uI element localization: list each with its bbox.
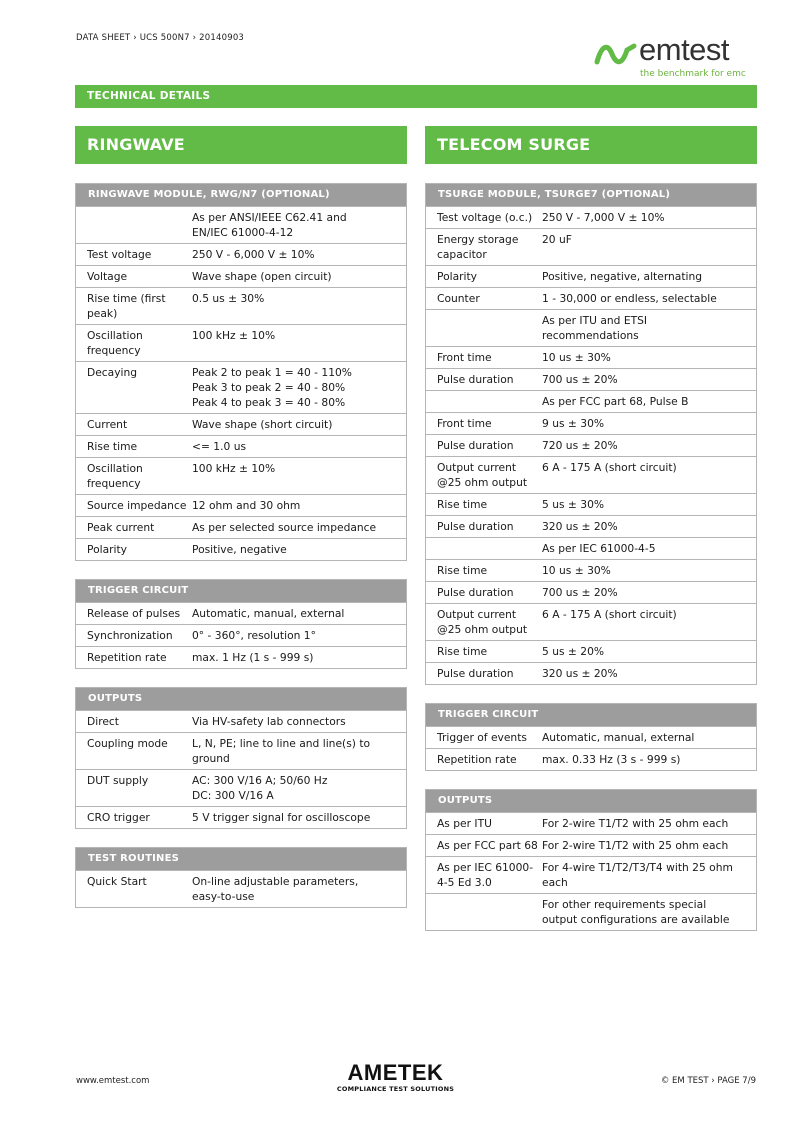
spec-label: Quick Start bbox=[87, 875, 147, 888]
spec-value: 250 V - 7,000 V ± 10% bbox=[542, 211, 665, 224]
website-link[interactable]: www.emtest.com bbox=[76, 1076, 150, 1086]
spec-value: For 2-wire T1/T2 with 25 ohm each bbox=[542, 817, 729, 830]
spec-label: Release of pulses bbox=[87, 607, 181, 620]
spec-table-header: TRIGGER CIRCUIT bbox=[76, 580, 406, 602]
spec-value: 9 us ± 30% bbox=[542, 417, 605, 430]
spec-value: 1 - 30,000 or endless, selectable bbox=[542, 292, 717, 305]
spec-label: Test voltage bbox=[87, 248, 152, 261]
spec-value: As per ANSI/IEEE C62.41 and EN/IEC 61000-4-12 bbox=[192, 211, 347, 239]
spec-label: Peak current bbox=[87, 521, 155, 534]
table-row bbox=[426, 493, 756, 515]
spec-label: Front time bbox=[437, 417, 492, 430]
spec-label: Rise time bbox=[437, 564, 488, 577]
spec-value: Via HV-safety lab connectors bbox=[192, 715, 346, 728]
spec-value: 20 uF bbox=[542, 233, 572, 246]
spec-label: Coupling mode bbox=[87, 737, 168, 750]
spec-label: Rise time (first peak) bbox=[87, 292, 166, 320]
emtest-wave-icon bbox=[594, 40, 638, 68]
spec-value: 100 kHz ± 10% bbox=[192, 462, 276, 475]
spec-label: Repetition rate bbox=[87, 651, 167, 664]
spec-label: Pulse duration bbox=[437, 373, 514, 386]
table-row bbox=[76, 870, 406, 907]
spec-label: Pulse duration bbox=[437, 520, 514, 533]
spec-label bbox=[76, 207, 192, 243]
table-row bbox=[76, 413, 406, 435]
page-number: © EM TEST › PAGE 7/9 bbox=[660, 1076, 756, 1086]
spec-table-header: OUTPUTS bbox=[426, 790, 756, 812]
telecom-surge-column bbox=[425, 126, 757, 949]
table-row bbox=[426, 537, 756, 559]
spec-label: Output current @25 ohm output bbox=[437, 461, 528, 489]
table-row bbox=[426, 834, 756, 856]
table-row bbox=[426, 812, 756, 834]
spec-label: Rise time bbox=[87, 440, 138, 453]
spec-value: 700 us ± 20% bbox=[542, 586, 618, 599]
spec-value: max. 0.33 Hz (3 s - 999 s) bbox=[542, 753, 681, 766]
spec-value: 320 us ± 20% bbox=[542, 520, 618, 533]
spec-label: Pulse duration bbox=[437, 586, 514, 599]
spec-label: As per IEC 61000-4-5 Ed 3.0 bbox=[437, 861, 534, 889]
spec-value: 250 V - 6,000 V ± 10% bbox=[192, 248, 315, 261]
spec-label: Front time bbox=[437, 351, 492, 364]
spec-label: DUT supply bbox=[87, 774, 149, 787]
table-row bbox=[76, 435, 406, 457]
table-row bbox=[426, 603, 756, 640]
table-row bbox=[426, 893, 756, 930]
table-row bbox=[426, 287, 756, 309]
spec-value: 10 us ± 30% bbox=[542, 564, 611, 577]
spec-table-header: TEST ROUTINES bbox=[76, 848, 406, 870]
table-container bbox=[425, 183, 757, 931]
spec-value: Wave shape (open circuit) bbox=[192, 270, 332, 283]
spec-label: Trigger of events bbox=[437, 731, 527, 744]
spec-value: Automatic, manual, external bbox=[542, 731, 695, 744]
table-row bbox=[426, 206, 756, 228]
spec-value: 6 A - 175 A (short circuit) bbox=[542, 461, 677, 474]
table-row bbox=[426, 265, 756, 287]
table-row bbox=[76, 602, 406, 624]
spec-value: 10 us ± 30% bbox=[542, 351, 611, 364]
spec-label: Output current @25 ohm output bbox=[437, 608, 528, 636]
spec-table-header: TRIGGER CIRCUIT bbox=[426, 704, 756, 726]
table-row bbox=[426, 662, 756, 684]
spec-value: L, N, PE; line to line and line(s) to ground bbox=[192, 737, 371, 765]
spec-table bbox=[425, 703, 757, 771]
emtest-logo bbox=[594, 32, 756, 82]
spec-label: Oscillation frequency bbox=[87, 462, 143, 490]
column-title: RINGWAVE bbox=[75, 126, 407, 164]
spec-value: Positive, negative, alternating bbox=[542, 270, 703, 283]
spec-value: For 4-wire T1/T2/T3/T4 with 25 ohm each bbox=[542, 861, 733, 889]
spec-value: 5 us ± 30% bbox=[542, 498, 605, 511]
table-row bbox=[76, 646, 406, 668]
table-row bbox=[76, 806, 406, 828]
spec-label: Repetition rate bbox=[437, 753, 517, 766]
table-row bbox=[426, 434, 756, 456]
table-row bbox=[76, 265, 406, 287]
spec-value: Automatic, manual, external bbox=[192, 607, 345, 620]
table-row bbox=[426, 726, 756, 748]
spec-value: As per IEC 61000-4-5 bbox=[542, 542, 656, 555]
spec-table bbox=[425, 183, 757, 685]
spec-value: For 2-wire T1/T2 with 25 ohm each bbox=[542, 839, 729, 852]
logo-wordmark: emtest bbox=[639, 32, 730, 67]
table-row bbox=[426, 346, 756, 368]
spec-label: Pulse duration bbox=[437, 439, 514, 452]
spec-label: Rise time bbox=[437, 645, 488, 658]
spec-label bbox=[426, 894, 542, 930]
ringwave-column bbox=[75, 126, 407, 926]
spec-label: As per ITU bbox=[437, 817, 492, 830]
table-row bbox=[76, 457, 406, 494]
table-row bbox=[76, 287, 406, 324]
spec-label: Test voltage (o.c.) bbox=[437, 211, 533, 224]
spec-value: Wave shape (short circuit) bbox=[192, 418, 333, 431]
spec-label: As per FCC part 68 bbox=[437, 839, 538, 852]
table-row bbox=[426, 856, 756, 893]
spec-value: 100 kHz ± 10% bbox=[192, 329, 276, 342]
spec-value: 12 ohm and 30 ohm bbox=[192, 499, 301, 512]
spec-table bbox=[425, 789, 757, 931]
table-row bbox=[76, 516, 406, 538]
spec-label: Rise time bbox=[437, 498, 488, 511]
logo-tagline: the benchmark for emc bbox=[640, 69, 746, 79]
spec-value: On-line adjustable parameters, easy-to-use bbox=[192, 875, 359, 903]
spec-label: Pulse duration bbox=[437, 667, 514, 680]
spec-label: Synchronization bbox=[87, 629, 173, 642]
spec-value: For other requirements special output configurations are available bbox=[542, 898, 730, 926]
section-title: TECHNICAL DETAILS bbox=[75, 85, 757, 108]
table-row bbox=[76, 206, 406, 243]
table-row bbox=[76, 624, 406, 646]
table-row bbox=[426, 309, 756, 346]
spec-table-header: RINGWAVE MODULE, RWG/N7 (OPTIONAL) bbox=[76, 184, 406, 206]
spec-label: Polarity bbox=[87, 543, 127, 556]
spec-table-header: OUTPUTS bbox=[76, 688, 406, 710]
spec-value: 6 A - 175 A (short circuit) bbox=[542, 608, 677, 621]
spec-label bbox=[426, 391, 542, 412]
spec-value: 320 us ± 20% bbox=[542, 667, 618, 680]
spec-value: As per FCC part 68, Pulse B bbox=[542, 395, 689, 408]
spec-value: 720 us ± 20% bbox=[542, 439, 618, 452]
spec-label: Counter bbox=[437, 292, 480, 305]
spec-label: Current bbox=[87, 418, 128, 431]
spec-label: Source impedance bbox=[87, 499, 187, 512]
table-row bbox=[76, 494, 406, 516]
breadcrumb: DATA SHEET › UCS 500N7 › 20140903 bbox=[76, 33, 245, 43]
table-row bbox=[426, 640, 756, 662]
table-row bbox=[426, 412, 756, 434]
spec-value: 5 V trigger signal for oscilloscope bbox=[192, 811, 371, 824]
spec-table-header: TSURGE MODULE, TSURGE7 (OPTIONAL) bbox=[426, 184, 756, 206]
spec-value: AC: 300 V/16 A; 50/60 Hz DC: 300 V/16 A bbox=[192, 774, 328, 802]
table-row bbox=[426, 515, 756, 537]
spec-label: Oscillation frequency bbox=[87, 329, 143, 357]
spec-value: 5 us ± 20% bbox=[542, 645, 605, 658]
table-row bbox=[426, 581, 756, 603]
table-container bbox=[75, 183, 407, 908]
table-row bbox=[76, 538, 406, 560]
table-row bbox=[76, 710, 406, 732]
ametek-tagline: COMPLIANCE TEST SOLUTIONS bbox=[336, 1085, 455, 1093]
spec-value: <= 1.0 us bbox=[192, 440, 247, 453]
table-row bbox=[426, 390, 756, 412]
spec-label bbox=[426, 538, 542, 559]
spec-value: Positive, negative bbox=[192, 543, 287, 556]
spec-table bbox=[75, 687, 407, 829]
ametek-wordmark: AMETEK bbox=[347, 1060, 444, 1085]
table-row bbox=[426, 748, 756, 770]
ametek-logo bbox=[333, 1062, 458, 1093]
spec-value: As per ITU and ETSI recommendations bbox=[542, 314, 648, 342]
spec-value: As per selected source impedance bbox=[192, 521, 377, 534]
column-title: TELECOM SURGE bbox=[425, 126, 757, 164]
table-row bbox=[76, 324, 406, 361]
table-row bbox=[76, 732, 406, 769]
table-row bbox=[76, 243, 406, 265]
table-row bbox=[426, 368, 756, 390]
spec-label: Direct bbox=[87, 715, 119, 728]
spec-label: Voltage bbox=[87, 270, 128, 283]
spec-label: Energy storage capacitor bbox=[437, 233, 519, 261]
spec-value: 700 us ± 20% bbox=[542, 373, 618, 386]
spec-table bbox=[75, 579, 407, 669]
table-row bbox=[426, 456, 756, 493]
spec-label: Polarity bbox=[437, 270, 477, 283]
spec-value: Peak 2 to peak 1 = 40 - 110% Peak 3 to peak 2 = 40 - 80% Peak 4 to peak 3 = 40 - 80% bbox=[192, 366, 352, 409]
spec-value: 0° - 360°, resolution 1° bbox=[192, 629, 316, 642]
spec-table bbox=[75, 183, 407, 561]
spec-value: 0.5 us ± 30% bbox=[192, 292, 265, 305]
spec-label: Decaying bbox=[87, 366, 138, 379]
table-row bbox=[76, 769, 406, 806]
spec-value: max. 1 Hz (1 s - 999 s) bbox=[192, 651, 314, 664]
spec-label: CRO trigger bbox=[87, 811, 150, 824]
spec-label bbox=[426, 310, 542, 346]
table-row bbox=[76, 361, 406, 413]
table-row bbox=[426, 228, 756, 265]
spec-table bbox=[75, 847, 407, 908]
table-row bbox=[426, 559, 756, 581]
